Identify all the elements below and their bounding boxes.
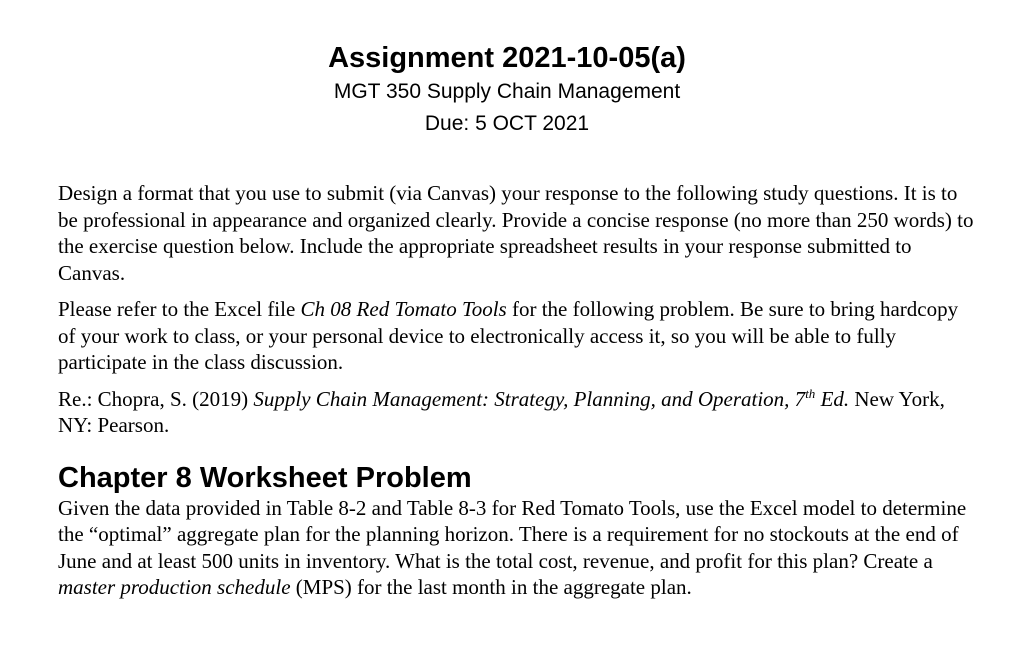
worksheet-question — [58, 495, 978, 601]
excel-reference-text-start: Please refer to the Excel file — [58, 297, 301, 321]
chapter-heading: Chapter 8 Worksheet Problem — [58, 461, 472, 494]
reference-publisher: New York, NY: Pearson. — [58, 386, 945, 437]
document-header — [0, 40, 1014, 140]
reference-author: Re.: Chopra, S. (2019) — [58, 386, 254, 411]
course-name: MGT 350 Supply Chain Management — [333, 80, 681, 103]
worksheet-question-text-start: Given the data provided in Table 8-2 and Table 8-3 for Red Tomato Tools, use the Excel model to determine the “optimal” aggregate plan for the planning horizon. There is a requirement for no stockouts at the end of June and at least 500 units in inventory. What is the total cost, revenue, and profit for this plan? Create a — [58, 495, 967, 573]
mps-term: master production schedule — [58, 575, 291, 599]
instructions-paragraph: Design a format that you use to submit (via Canvas) your response to the following study questions. It is to be professional in appearance and organized clearly. Provide a concise response (no more than 250 words) to the exercise question below. Include the appropriate spreadsheet results in your response submitted to Canvas. — [58, 181, 974, 285]
excel-reference-paragraph — [58, 296, 978, 376]
reference-book-title — [253, 387, 849, 411]
edition-superscript: th — [805, 385, 816, 401]
reference-edition: Ed. — [815, 386, 850, 411]
document-body — [58, 180, 978, 611]
reference-book-title-text: Supply Chain Management: Strategy, Planning, and Operation, 7 — [253, 386, 806, 411]
excel-file-name: Ch 08 Red Tomato Tools — [300, 297, 507, 321]
worksheet-question-text-end: (MPS) for the last month in the aggregate plan. — [290, 575, 692, 599]
assignment-title: Assignment 2021-10-05(a) — [328, 42, 686, 74]
textbook-reference — [58, 386, 978, 439]
due-date: Due: 5 OCT 2021 — [424, 112, 590, 135]
excel-reference-text-end: for the following problem. Be sure to bring hardcopy of your work to class, or your personal device to electronically access it, so you will be able to fully participate in the class discussion. — [58, 297, 959, 374]
